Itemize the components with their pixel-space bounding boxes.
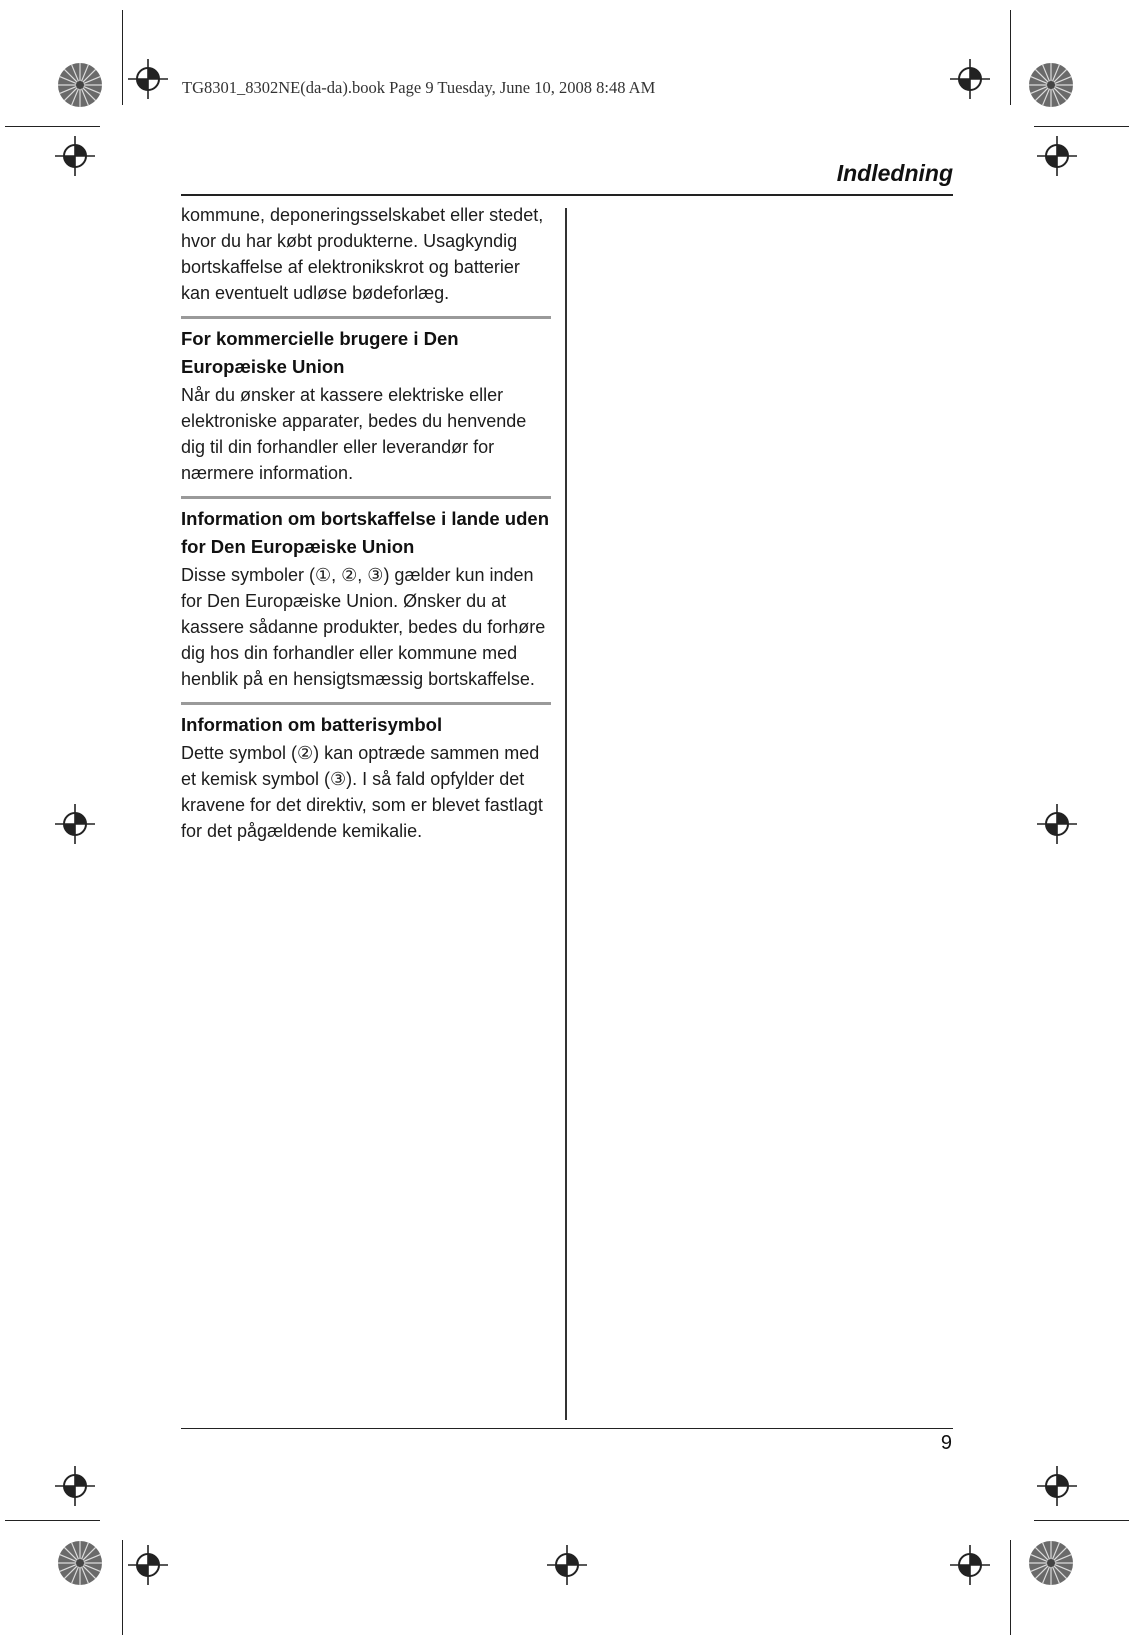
bottom-rule bbox=[181, 1428, 953, 1429]
top-rule bbox=[181, 194, 953, 196]
section-commercial-users bbox=[181, 316, 551, 486]
crop-mark bbox=[5, 1520, 100, 1521]
registration-mark-icon bbox=[950, 59, 990, 99]
registration-mark-icon bbox=[1037, 804, 1077, 844]
crop-mark bbox=[122, 10, 123, 105]
registration-mark-icon bbox=[1037, 1466, 1077, 1506]
registration-mark-icon bbox=[55, 136, 95, 176]
registration-mark-icon bbox=[55, 804, 95, 844]
intro-paragraph: kommune, deponeringsselskabet eller stedet, hvor du har købt produkterne. Usagkyndig bortskaffelse af elektronikskrot og batterier kan eventuelt udløse bødeforlæg. bbox=[181, 205, 544, 303]
registration-mark-icon bbox=[128, 59, 168, 99]
section-body: Disse symboler (①, ②, ③) gælder kun inden for Den Europæiske Union. Ønsker du at kassere sådanne produkter, bedes du forhøre dig hos din forhandler eller kommune med henblik på en hensigtsmæssig bortskaffelse. bbox=[181, 565, 546, 689]
section-heading: For kommercielle brugere i Den Europæiske Union bbox=[181, 328, 459, 377]
star-target-icon bbox=[57, 62, 103, 108]
crop-mark bbox=[1034, 1520, 1129, 1521]
column-divider bbox=[565, 208, 567, 1420]
section-outside-eu bbox=[181, 496, 551, 692]
registration-mark-icon bbox=[1037, 136, 1077, 176]
star-target-icon bbox=[1028, 62, 1074, 108]
section-body: Dette symbol (②) kan optræde sammen med et kemisk symbol (③). I så fald opfylder det kravene for det direktiv, som er blevet fastlagt for det pågældende kemikalie. bbox=[181, 743, 543, 841]
crop-mark bbox=[5, 126, 100, 127]
section-battery-symbol bbox=[181, 702, 551, 844]
star-target-icon bbox=[57, 1540, 103, 1586]
registration-mark-icon bbox=[547, 1545, 587, 1585]
registration-mark-icon bbox=[128, 1545, 168, 1585]
star-target-icon bbox=[1028, 1540, 1074, 1586]
registration-mark-icon bbox=[950, 1545, 990, 1585]
print-header: TG8301_8302NE(da-da).book Page 9 Tuesday, June 10, 2008 8:48 AM bbox=[182, 78, 656, 97]
section-title: Indledning bbox=[836, 160, 953, 186]
main-column bbox=[181, 202, 551, 844]
crop-mark bbox=[1034, 126, 1129, 127]
registration-mark-icon bbox=[55, 1466, 95, 1506]
page-number: 9 bbox=[940, 1432, 952, 1454]
crop-mark bbox=[122, 1540, 123, 1635]
crop-mark bbox=[1010, 10, 1011, 105]
section-heading: Information om batterisymbol bbox=[181, 714, 443, 735]
section-body: Når du ønsker at kassere elektriske eller elektroniske apparater, bedes du henvende dig til din forhandler eller leverandør for nærmere information. bbox=[181, 385, 527, 483]
crop-mark bbox=[1010, 1540, 1011, 1635]
section-heading: Information om bortskaffelse i lande uden for Den Europæiske Union bbox=[181, 508, 549, 557]
